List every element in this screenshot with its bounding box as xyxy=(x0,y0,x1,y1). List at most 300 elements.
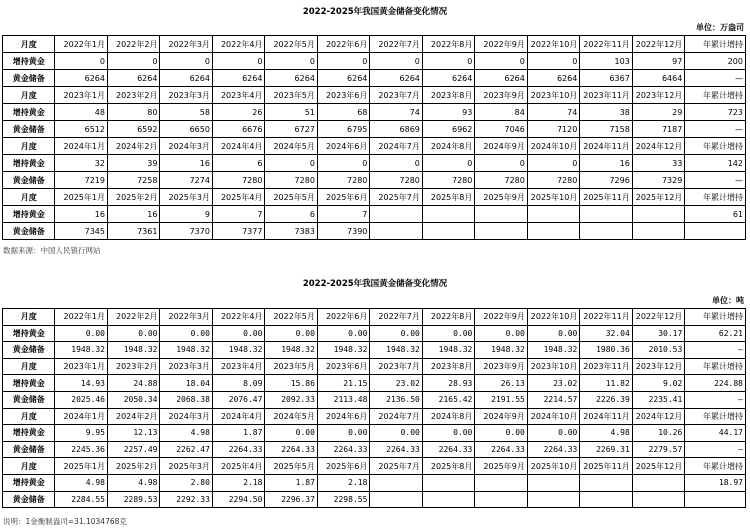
month-header-cell: 2023年2月 xyxy=(107,358,159,375)
value-cell: 28.93 xyxy=(422,375,474,392)
month-header-cell: 2025年1月 xyxy=(55,189,107,206)
value-cell: 7 xyxy=(317,206,369,223)
row-label: 黄金储备 xyxy=(3,223,55,240)
value-cell: 2092.33 xyxy=(265,391,317,408)
month-header-cell: 2023年4月 xyxy=(212,358,264,375)
value-cell: 7361 xyxy=(107,223,159,240)
month-header-cell: 2023年9月 xyxy=(475,358,527,375)
month-header-cell: 2024年4月 xyxy=(212,408,264,425)
value-cell: 0 xyxy=(107,53,159,70)
value-cell: 2264.33 xyxy=(422,441,474,458)
value-cell: 0.00 xyxy=(160,325,212,342)
table1-block1-header-row xyxy=(3,36,746,53)
value-cell: 74 xyxy=(370,104,422,121)
table2-block4-header-row xyxy=(3,458,746,475)
month-header-cell: 2025年12月 xyxy=(632,189,684,206)
value-cell: 6264 xyxy=(55,70,107,87)
value-cell: 2165.42 xyxy=(422,391,474,408)
value-cell: 26.13 xyxy=(475,375,527,392)
month-header-cell: 2022年1月 xyxy=(55,36,107,53)
month-header-cell: 2025年6月 xyxy=(317,458,369,475)
value-cell: — xyxy=(685,441,746,458)
value-cell: 6727 xyxy=(265,121,317,138)
value-cell: 16 xyxy=(55,206,107,223)
month-header-cell: 2022年4月 xyxy=(212,309,264,326)
table2-block2-header-row xyxy=(3,358,746,375)
row-label: 月度 xyxy=(3,358,55,375)
value-cell xyxy=(422,206,474,223)
value-cell: 6264 xyxy=(107,70,159,87)
value-cell xyxy=(527,223,579,240)
month-header-cell: 2023年4月 xyxy=(212,87,264,104)
month-header-cell: 2024年6月 xyxy=(317,408,369,425)
value-cell: 6264 xyxy=(370,70,422,87)
value-cell: 18.97 xyxy=(685,474,746,491)
value-cell: 18.04 xyxy=(160,375,212,392)
month-header-cell: 2024年1月 xyxy=(55,138,107,155)
value-cell: 9.02 xyxy=(632,375,684,392)
month-header-cell: 2024年10月 xyxy=(527,138,579,155)
value-cell: 0.00 xyxy=(370,425,422,442)
value-cell: 7377 xyxy=(212,223,264,240)
month-header-cell: 2023年6月 xyxy=(317,358,369,375)
table1-block2-added-gold-row xyxy=(3,104,746,121)
value-cell: 2257.49 xyxy=(107,441,159,458)
month-header-cell: 2023年10月 xyxy=(527,358,579,375)
month-header-cell: 2023年3月 xyxy=(160,358,212,375)
month-header-cell: 2023年10月 xyxy=(527,87,579,104)
month-header-cell: 2022年12月 xyxy=(632,309,684,326)
row-label: 黄金储备 xyxy=(3,441,55,458)
value-cell: 723 xyxy=(685,104,746,121)
table1-block3-header-row xyxy=(3,138,746,155)
row-label: 增持黄金 xyxy=(3,104,55,121)
value-cell: 1948.32 xyxy=(212,342,264,359)
value-cell: 12.13 xyxy=(107,425,159,442)
month-header-cell: 2023年6月 xyxy=(317,87,369,104)
table2-grid xyxy=(2,308,746,508)
row-label: 增持黄金 xyxy=(3,325,55,342)
value-cell xyxy=(685,223,746,240)
month-header-cell: 2025年10月 xyxy=(527,458,579,475)
value-cell: 0.00 xyxy=(317,325,369,342)
month-header-cell: 2023年11月 xyxy=(580,87,632,104)
value-cell: 0.00 xyxy=(265,425,317,442)
value-cell xyxy=(685,491,746,508)
month-header-cell: 2024年4月 xyxy=(212,138,264,155)
value-cell: 2279.57 xyxy=(632,441,684,458)
value-cell: 33 xyxy=(632,155,684,172)
table2-block2-gold-reserve-row xyxy=(3,391,746,408)
value-cell: 224.88 xyxy=(685,375,746,392)
value-cell: 38 xyxy=(580,104,632,121)
value-cell: 2284.55 xyxy=(55,491,107,508)
month-header-cell: 2024年10月 xyxy=(527,408,579,425)
month-header-cell: 2022年11月 xyxy=(580,36,632,53)
value-cell: 6367 xyxy=(580,70,632,87)
value-cell: 6676 xyxy=(212,121,264,138)
month-header-cell: 2024年11月 xyxy=(580,138,632,155)
value-cell: 1.87 xyxy=(212,425,264,442)
value-cell xyxy=(475,206,527,223)
table2-conversion-note: 说明：1金衡制盎司=31.1034768克 xyxy=(3,517,127,526)
month-header-cell: 2024年7月 xyxy=(370,138,422,155)
month-header-cell: 2025年11月 xyxy=(580,458,632,475)
value-cell: 0.00 xyxy=(475,325,527,342)
value-cell xyxy=(370,223,422,240)
value-cell: 6264 xyxy=(160,70,212,87)
table1-block2-header-row xyxy=(3,87,746,104)
row-label: 黄金储备 xyxy=(3,491,55,508)
value-cell: 6264 xyxy=(475,70,527,87)
value-cell: 68 xyxy=(317,104,369,121)
value-cell: 0.00 xyxy=(422,325,474,342)
value-cell: 7370 xyxy=(160,223,212,240)
value-cell: 16 xyxy=(580,155,632,172)
value-cell xyxy=(580,474,632,491)
month-header-cell: 2024年8月 xyxy=(422,408,474,425)
value-cell: 2264.33 xyxy=(317,441,369,458)
month-header-cell: 2022年10月 xyxy=(527,36,579,53)
month-header-cell: 2022年12月 xyxy=(632,36,684,53)
month-header-cell: 2022年3月 xyxy=(160,36,212,53)
value-cell: 1980.36 xyxy=(580,342,632,359)
value-cell xyxy=(580,206,632,223)
month-header-cell: 2022年5月 xyxy=(265,309,317,326)
value-cell: 97 xyxy=(632,53,684,70)
value-cell: 2.18 xyxy=(212,474,264,491)
month-header-cell: 2023年11月 xyxy=(580,358,632,375)
value-cell: 0.00 xyxy=(527,325,579,342)
value-cell: 29 xyxy=(632,104,684,121)
month-header-cell: 2025年2月 xyxy=(107,189,159,206)
month-header-cell: 2025年3月 xyxy=(160,189,212,206)
value-cell: 0.00 xyxy=(475,425,527,442)
month-header-cell: 2024年2月 xyxy=(107,408,159,425)
table2-block3-gold-reserve-row xyxy=(3,441,746,458)
value-cell: — xyxy=(685,70,746,87)
month-header-cell: 2023年3月 xyxy=(160,87,212,104)
value-cell: 2294.50 xyxy=(212,491,264,508)
table1-block4-gold-reserve-row xyxy=(3,223,746,240)
value-cell: 1948.32 xyxy=(370,342,422,359)
value-cell: 0 xyxy=(475,155,527,172)
value-cell: 24.88 xyxy=(107,375,159,392)
value-cell: 11.82 xyxy=(580,375,632,392)
value-cell: 7280 xyxy=(475,172,527,189)
month-header-cell: 2023年7月 xyxy=(370,358,422,375)
value-cell: 2289.53 xyxy=(107,491,159,508)
value-cell: 2264.33 xyxy=(265,441,317,458)
month-header-cell: 2025年10月 xyxy=(527,189,579,206)
month-header-cell: 2022年5月 xyxy=(265,36,317,53)
value-cell: 0.00 xyxy=(212,325,264,342)
month-header-cell: 2023年8月 xyxy=(422,87,474,104)
table2-block2-added-gold-row xyxy=(3,375,746,392)
month-header-cell: 2024年6月 xyxy=(317,138,369,155)
value-cell: 0 xyxy=(422,155,474,172)
value-cell: 44.17 xyxy=(685,425,746,442)
table1-block1-gold-reserve-row xyxy=(3,70,746,87)
month-header-cell: 2023年12月 xyxy=(632,358,684,375)
table1-block3-added-gold-row xyxy=(3,155,746,172)
value-cell: 6264 xyxy=(527,70,579,87)
value-cell: 0 xyxy=(317,53,369,70)
value-cell: 2191.55 xyxy=(475,391,527,408)
value-cell xyxy=(632,474,684,491)
value-cell: 2264.33 xyxy=(475,441,527,458)
value-cell xyxy=(422,474,474,491)
month-header-cell: 年累计增持 xyxy=(685,309,746,326)
value-cell: 2226.39 xyxy=(580,391,632,408)
value-cell: 0.00 xyxy=(527,425,579,442)
value-cell: 7280 xyxy=(422,172,474,189)
value-cell: 200 xyxy=(685,53,746,70)
value-cell: 0 xyxy=(265,155,317,172)
month-header-cell: 2024年8月 xyxy=(422,138,474,155)
row-label: 黄金储备 xyxy=(3,342,55,359)
value-cell: 2298.55 xyxy=(317,491,369,508)
value-cell: 4.98 xyxy=(55,474,107,491)
value-cell: 62.21 xyxy=(685,325,746,342)
month-header-cell: 年累计增持 xyxy=(685,408,746,425)
table1-source-note: 数据来源：中国人民银行网站 xyxy=(3,246,101,255)
table1-grid xyxy=(2,35,746,240)
month-header-cell: 2022年8月 xyxy=(422,309,474,326)
month-header-cell: 2023年8月 xyxy=(422,358,474,375)
value-cell xyxy=(370,491,422,508)
value-cell: — xyxy=(685,391,746,408)
month-header-cell: 2022年3月 xyxy=(160,309,212,326)
month-header-cell: 2022年6月 xyxy=(317,36,369,53)
value-cell: — xyxy=(685,342,746,359)
value-cell: 4.98 xyxy=(160,425,212,442)
value-cell xyxy=(580,491,632,508)
value-cell: 74 xyxy=(527,104,579,121)
value-cell: 7158 xyxy=(580,121,632,138)
month-header-cell: 2022年8月 xyxy=(422,36,474,53)
month-header-cell: 2022年7月 xyxy=(370,36,422,53)
month-header-cell: 2024年12月 xyxy=(632,408,684,425)
value-cell: 7390 xyxy=(317,223,369,240)
table2-block3-header-row xyxy=(3,408,746,425)
value-cell: 9 xyxy=(160,206,212,223)
month-header-cell: 2025年9月 xyxy=(475,458,527,475)
value-cell: 16 xyxy=(107,206,159,223)
month-header-cell: 2025年7月 xyxy=(370,458,422,475)
value-cell: 23.02 xyxy=(527,375,579,392)
table2-title: 2022-2025年我国黄金储备变化情况 xyxy=(302,279,448,289)
month-header-cell: 2025年8月 xyxy=(422,189,474,206)
month-header-cell: 2024年3月 xyxy=(160,138,212,155)
value-cell: 6795 xyxy=(317,121,369,138)
value-cell: 0.00 xyxy=(55,325,107,342)
month-header-cell: 2025年9月 xyxy=(475,189,527,206)
month-header-cell: 2023年9月 xyxy=(475,87,527,104)
month-header-cell: 2023年5月 xyxy=(265,358,317,375)
month-header-cell: 2022年6月 xyxy=(317,309,369,326)
value-cell: 6264 xyxy=(317,70,369,87)
value-cell xyxy=(632,206,684,223)
month-header-cell: 2023年12月 xyxy=(632,87,684,104)
month-header-cell: 2023年1月 xyxy=(55,358,107,375)
value-cell: 2113.48 xyxy=(317,391,369,408)
value-cell: 6264 xyxy=(422,70,474,87)
value-cell: 0 xyxy=(317,155,369,172)
table2-block4-gold-reserve-row xyxy=(3,491,746,508)
row-label: 月度 xyxy=(3,87,55,104)
table1-block4-header-row xyxy=(3,189,746,206)
row-label: 月度 xyxy=(3,36,55,53)
value-cell xyxy=(527,474,579,491)
value-cell: 2025.46 xyxy=(55,391,107,408)
month-header-cell: 年累计增持 xyxy=(685,358,746,375)
row-label: 黄金储备 xyxy=(3,121,55,138)
value-cell: 7280 xyxy=(527,172,579,189)
value-cell: 6962 xyxy=(422,121,474,138)
table1-block2-gold-reserve-row xyxy=(3,121,746,138)
value-cell: 6650 xyxy=(160,121,212,138)
table1-block3-gold-reserve-row xyxy=(3,172,746,189)
month-header-cell: 2024年1月 xyxy=(55,408,107,425)
month-header-cell: 2022年9月 xyxy=(475,309,527,326)
value-cell: 93 xyxy=(422,104,474,121)
value-cell: 2076.47 xyxy=(212,391,264,408)
value-cell: 8.09 xyxy=(212,375,264,392)
table2-unit: 单位：吨 xyxy=(712,296,744,305)
row-label: 黄金储备 xyxy=(3,70,55,87)
month-header-cell: 2025年5月 xyxy=(265,458,317,475)
value-cell: — xyxy=(685,121,746,138)
value-cell: 10.26 xyxy=(632,425,684,442)
value-cell: 0.00 xyxy=(422,425,474,442)
table2-block1-gold-reserve-row xyxy=(3,342,746,359)
value-cell: 2264.33 xyxy=(527,441,579,458)
table2-block4-added-gold-row xyxy=(3,474,746,491)
month-header-cell: 2025年2月 xyxy=(107,458,159,475)
value-cell: 1948.32 xyxy=(527,342,579,359)
value-cell: — xyxy=(685,172,746,189)
value-cell xyxy=(527,206,579,223)
value-cell xyxy=(422,223,474,240)
value-cell: 2235.41 xyxy=(632,391,684,408)
value-cell: 6 xyxy=(212,155,264,172)
month-header-cell: 2022年1月 xyxy=(55,309,107,326)
value-cell xyxy=(475,491,527,508)
value-cell: 6869 xyxy=(370,121,422,138)
month-header-cell: 2024年5月 xyxy=(265,138,317,155)
row-label: 增持黄金 xyxy=(3,375,55,392)
value-cell: 9.95 xyxy=(55,425,107,442)
value-cell: 2264.33 xyxy=(370,441,422,458)
value-cell: 7274 xyxy=(160,172,212,189)
value-cell: 2245.36 xyxy=(55,441,107,458)
value-cell: 7280 xyxy=(317,172,369,189)
value-cell: 0 xyxy=(55,53,107,70)
row-label: 月度 xyxy=(3,309,55,326)
value-cell: 6464 xyxy=(632,70,684,87)
month-header-cell: 2024年9月 xyxy=(475,138,527,155)
value-cell: 7329 xyxy=(632,172,684,189)
table1-title: 2022-2025年我国黄金储备变化情况 xyxy=(302,7,448,17)
month-header-cell: 2023年2月 xyxy=(107,87,159,104)
value-cell: 1948.32 xyxy=(55,342,107,359)
month-header-cell: 2025年8月 xyxy=(422,458,474,475)
value-cell: 30.17 xyxy=(632,325,684,342)
month-header-cell: 2022年2月 xyxy=(107,36,159,53)
row-label: 增持黄金 xyxy=(3,155,55,172)
month-header-cell: 年累计增持 xyxy=(685,458,746,475)
month-header-cell: 年累计增持 xyxy=(685,138,746,155)
value-cell: 1948.32 xyxy=(475,342,527,359)
row-label: 月度 xyxy=(3,138,55,155)
row-label: 增持黄金 xyxy=(3,425,55,442)
value-cell: 32.04 xyxy=(580,325,632,342)
value-cell: 48 xyxy=(55,104,107,121)
month-header-cell: 2025年6月 xyxy=(317,189,369,206)
value-cell: 0 xyxy=(422,53,474,70)
value-cell: 7280 xyxy=(212,172,264,189)
month-header-cell: 2023年5月 xyxy=(265,87,317,104)
value-cell: 7120 xyxy=(527,121,579,138)
value-cell xyxy=(580,223,632,240)
table2-block1-header-row xyxy=(3,309,746,326)
table2-block1-added-gold-row xyxy=(3,325,746,342)
month-header-cell: 2025年12月 xyxy=(632,458,684,475)
value-cell xyxy=(632,491,684,508)
month-header-cell: 年累计增持 xyxy=(685,189,746,206)
month-header-cell: 2024年12月 xyxy=(632,138,684,155)
value-cell xyxy=(370,474,422,491)
value-cell: 0 xyxy=(370,155,422,172)
month-header-cell: 2025年4月 xyxy=(212,189,264,206)
value-cell: 0 xyxy=(265,53,317,70)
value-cell: 2010.53 xyxy=(632,342,684,359)
table1-unit: 单位：万盎司 xyxy=(696,23,744,32)
month-header-cell: 2024年11月 xyxy=(580,408,632,425)
value-cell: 1948.32 xyxy=(160,342,212,359)
value-cell: 51 xyxy=(265,104,317,121)
value-cell: 6512 xyxy=(55,121,107,138)
value-cell: 7219 xyxy=(55,172,107,189)
value-cell: 6264 xyxy=(212,70,264,87)
value-cell: 2292.33 xyxy=(160,491,212,508)
month-header-cell: 2024年5月 xyxy=(265,408,317,425)
row-label: 增持黄金 xyxy=(3,206,55,223)
month-header-cell: 2022年7月 xyxy=(370,309,422,326)
row-label: 月度 xyxy=(3,189,55,206)
value-cell: 15.86 xyxy=(265,375,317,392)
value-cell: 6264 xyxy=(265,70,317,87)
row-label: 增持黄金 xyxy=(3,53,55,70)
value-cell: 7345 xyxy=(55,223,107,240)
value-cell: 4.98 xyxy=(107,474,159,491)
value-cell: 0 xyxy=(475,53,527,70)
month-header-cell: 2022年11月 xyxy=(580,309,632,326)
month-header-cell: 2024年9月 xyxy=(475,408,527,425)
value-cell: 21.15 xyxy=(317,375,369,392)
table2-block3-added-gold-row xyxy=(3,425,746,442)
row-label: 增持黄金 xyxy=(3,474,55,491)
row-label: 月度 xyxy=(3,458,55,475)
value-cell: 7280 xyxy=(265,172,317,189)
value-cell: 142 xyxy=(685,155,746,172)
row-label: 黄金储备 xyxy=(3,172,55,189)
value-cell: 39 xyxy=(107,155,159,172)
value-cell: 32 xyxy=(55,155,107,172)
value-cell: 2262.47 xyxy=(160,441,212,458)
month-header-cell: 2025年7月 xyxy=(370,189,422,206)
